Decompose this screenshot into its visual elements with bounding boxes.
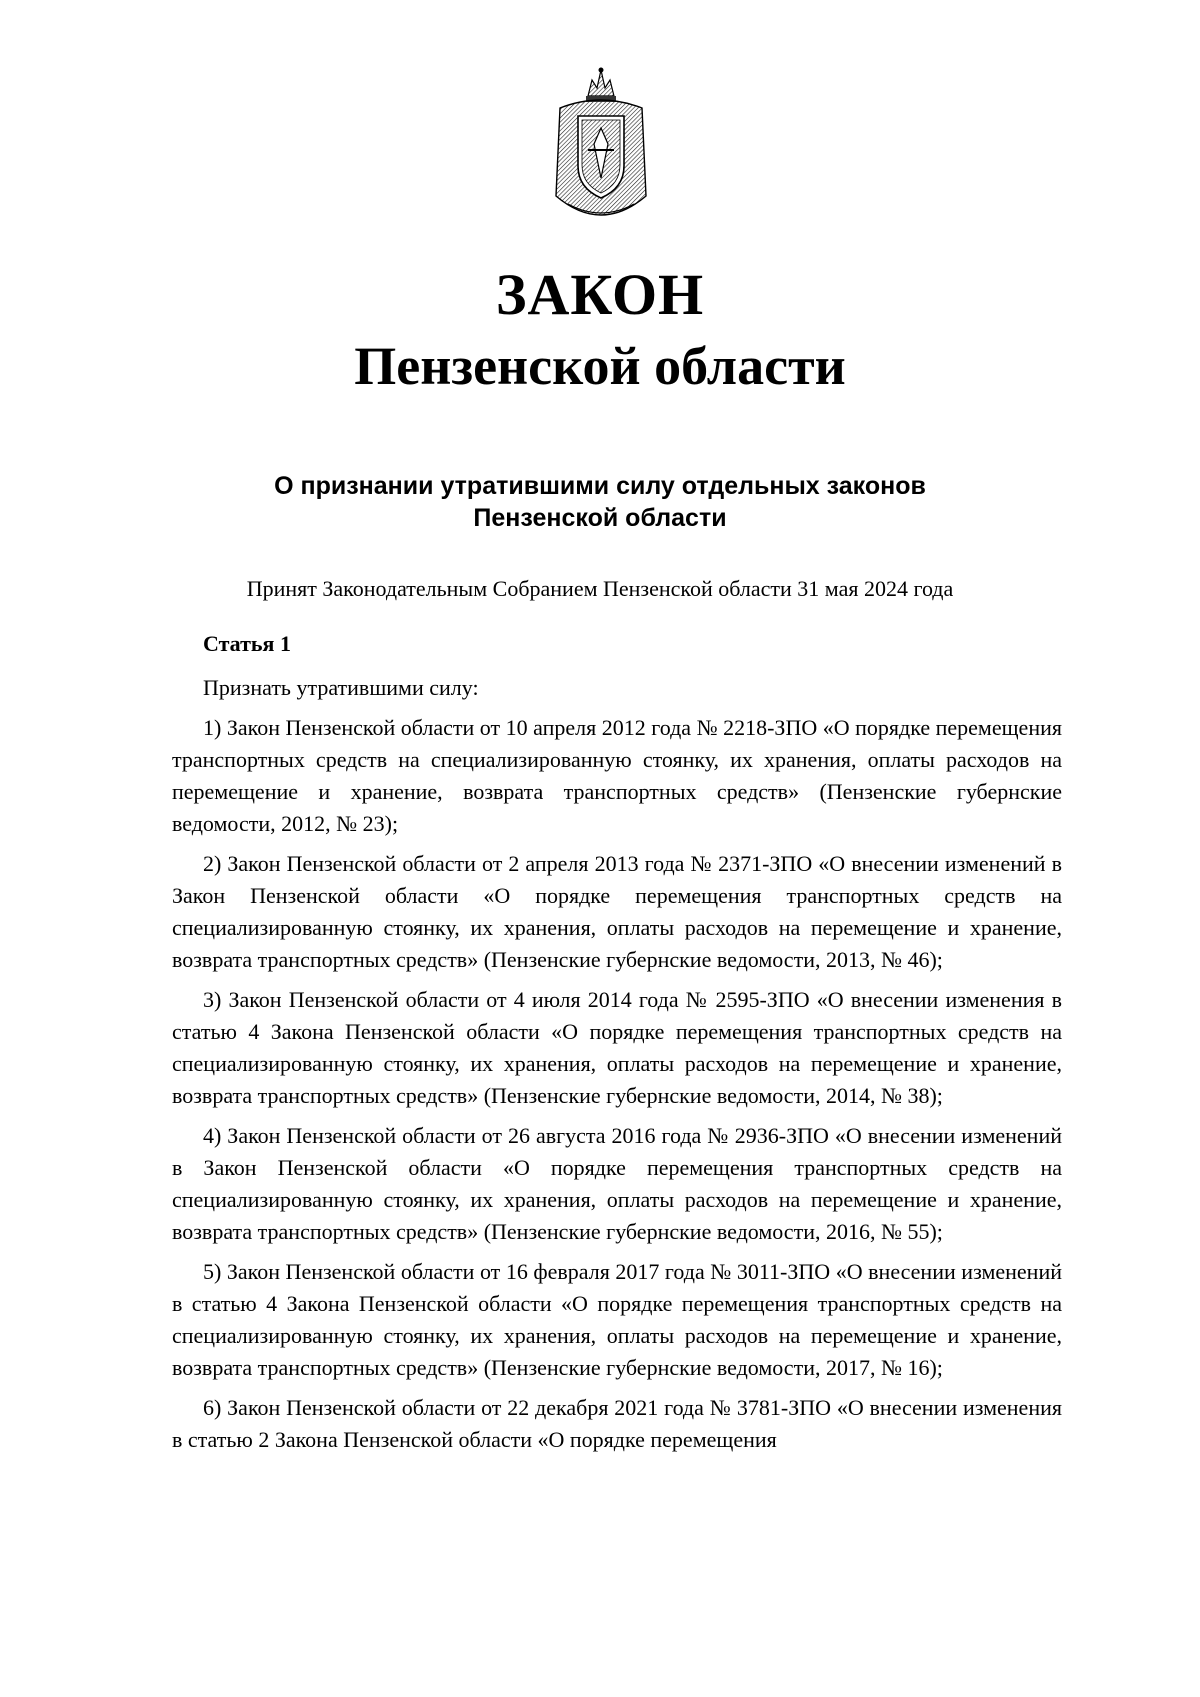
adoption-statement: Принят Законодательным Собранием Пензенской области 31 мая 2024 года (246, 576, 954, 601)
article-intro: Признать утратившими силу: (203, 675, 479, 700)
article-title: Статья 1 (203, 631, 291, 656)
law-subtitle: Пензенской области (354, 336, 846, 396)
document-heading-line1: О признании утратившими силу отдельных законов (274, 472, 926, 500)
list-item: 5) Закон Пензенской области от 16 февраля 2017 года № 3011-ЗПО «О внесении изменений в статью 4 Закона Пензенской области «О порядке перемещения транспортных средств на специализированную стоянку, их хранения, оплаты расходов на перемещение и хранение, возврата транспортных средств» (Пензенские губернские ведомости, 2017, № 16); (172, 1259, 1062, 1380)
list-item: 4) Закон Пензенской области от 26 августа 2016 года № 2936-ЗПО «О внесении изменений в Закон Пензенской области «О порядке перемещения транспортных средств на специализированную стоянку, их хранения, оплаты расходов на перемещение и хранение, возврата транспортных средств» (Пензенские губернские ведомости, 2016, № 55); (172, 1123, 1062, 1244)
document-heading (0, 470, 1200, 534)
article-body (172, 672, 1062, 1464)
law-title: ЗАКОН (495, 262, 705, 327)
list-item: 2) Закон Пензенской области от 2 апреля 2013 года № 2371-ЗПО «О внесении изменений в Закон Пензенской области «О порядке перемещения транспортных средств на специализированную стоянку, их хранения, оплаты расходов на перемещение и хранение, возврата транспортных средств» (Пензенские губернские ведомости, 2013, № 46); (172, 851, 1062, 972)
coat-of-arms-icon (548, 66, 654, 226)
list-item: 3) Закон Пензенской области от 4 июля 2014 года № 2595-ЗПО «О внесении изменения в статью 4 Закона Пензенской области «О порядке перемещения транспортных средств на специализированную стоянку, их хранения, оплаты расходов на перемещение и хранение, возврата транспортных средств» (Пензенские губернские ведомости, 2014, № 38); (172, 987, 1062, 1108)
document-heading-line2: Пензенской области (473, 504, 727, 532)
list-item: 6) Закон Пензенской области от 22 декабря 2021 года № 3781-ЗПО «О внесении изменения в статью 2 Закона Пензенской области «О порядке перемещения (172, 1395, 1062, 1452)
list-item: 1) Закон Пензенской области от 10 апреля 2012 года № 2218-ЗПО «О порядке перемещения транспортных средств на специализированную стоянку, их хранения, оплаты расходов на перемещение и хранение, возврата транспортных средств» (Пензенские губернские ведомости, 2012, № 23); (172, 715, 1062, 836)
